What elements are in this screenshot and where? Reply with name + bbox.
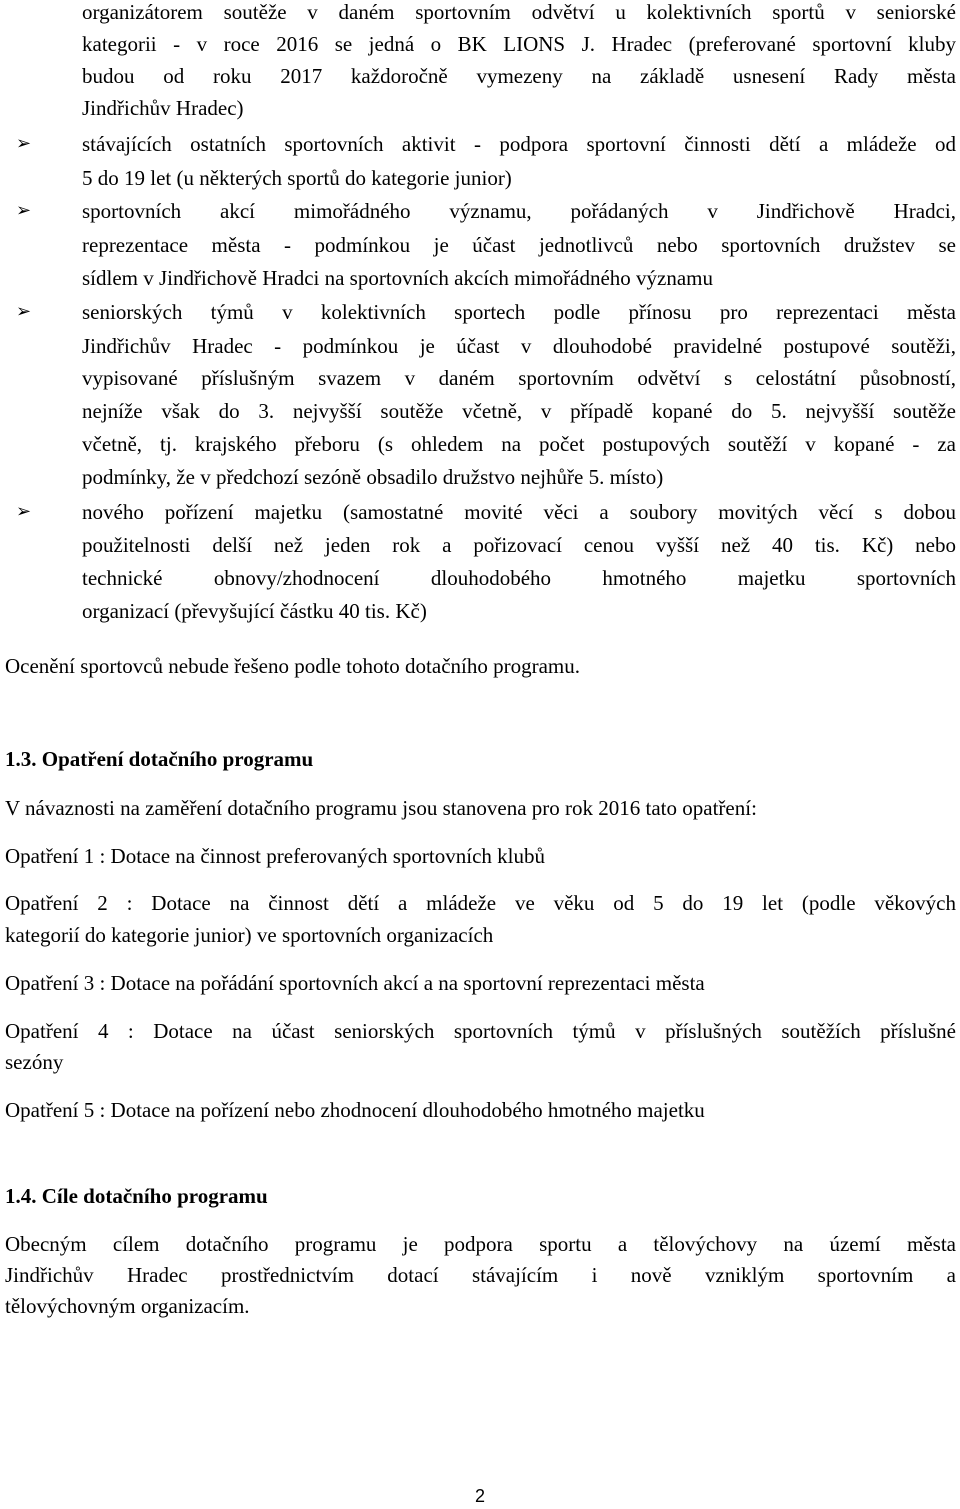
bullet-item-line: technické obnovy/zhodnocení dlouhodobého hmotného majetku sportovních [82,566,956,590]
paragraph-line: kategorii - v roce 2016 se jedná o BK LIONS J. Hradec (preferované sportovní kluby [82,32,956,56]
bullet-item-line: seniorských týmů v kolektivních sportech podle přínosu pro reprezentaci města [82,300,956,324]
measure-item: Opatření 4 : Dotace na účast seniorských sportovních týmů v příslušných soutěžích příslušné [5,1019,956,1043]
section-heading: 1.3. Opatření dotačního programu [5,747,314,771]
bullet-item-line: organizací (převyšující částku 40 tis. Kč) [82,599,427,623]
body-paragraph: V návaznosti na zaměření dotačního programu jsou stanovena pro rok 2016 tato opatření: [5,796,757,820]
bullet-item-line: Jindřichův Hradec - podmínkou je účast v dlouhodobé pravidelné postupové soutěži, [82,334,956,358]
body-paragraph: Jindřichův Hradec prostřednictvím dotací stávajícím i nově vzniklým sportovním a [5,1263,956,1287]
bullet-item-line: vypisované příslušným svazem v daném sportovním odvětví s celostátní působností, [82,366,956,390]
measure-item: kategorií do kategorie junior) ve sportovních organizacích [5,923,494,947]
measure-item: sezóny [5,1050,64,1074]
arrow-bullet-icon: ➢ [16,200,32,221]
measure-item: Opatření 2 : Dotace na činnost dětí a mládeže ve věku od 5 do 19 let (podle věkových [5,891,956,915]
page-number: 2 [474,1486,485,1506]
bullet-item-line: sportovních akcí mimořádného významu, pořádaných v Jindřichově Hradci, [82,199,956,223]
paragraph-line: budou od roku 2017 každoročně vymezeny na základě usnesení Rady města [82,64,956,88]
paragraph-line: organizátorem soutěže v daném sportovním odvětví u kolektivních sportů v seniorské [82,0,956,24]
bullet-item-line: včetně, tj. krajského přeboru (s ohledem na počet postupových soutěží v kopané - za [82,432,956,456]
bullet-item-line: sídlem v Jindřichově Hradci na sportovních akcích mimořádného významu [82,266,713,290]
body-paragraph: Obecným cílem dotačního programu je podpora sportu a tělovýchovy na území města [5,1232,956,1256]
bullet-item-line: reprezentace města - podmínkou je účast jednotlivců nebo sportovních družstev se [82,233,956,257]
bullet-item-line: nového pořízení majetku (samostatné movité věci a soubory movitých věcí s dobou [82,500,956,524]
bullet-item-line: stávajících ostatních sportovních aktivit - podpora sportovní činnosti dětí a mládeže od [82,132,956,156]
measure-item: Opatření 5 : Dotace na pořízení nebo zhodnocení dlouhodobého hmotného majetku [5,1098,705,1122]
arrow-bullet-icon: ➢ [16,501,32,522]
bullet-item-line: podmínky, že v předchozí sezóně obsadilo družstvo nejhůře 5. místo) [82,465,664,489]
section-heading: 1.4. Cíle dotačního programu [5,1184,268,1208]
measure-item: Opatření 1 : Dotace na činnost preferovaných sportovních klubů [5,844,546,868]
bullet-item-line: nejníže však do 3. nejvyšší soutěže včetně, v případě kopané do 5. nejvyšší soutěže [82,399,956,423]
paragraph-line: Jindřichův Hradec) [82,96,244,120]
body-paragraph: tělovýchovným organizacím. [5,1294,250,1318]
arrow-bullet-icon: ➢ [16,301,32,322]
body-paragraph: Ocenění sportovců nebude řešeno podle tohoto dotačního programu. [5,654,581,678]
bullet-item-line: 5 do 19 let (u některých sportů do kategorie junior) [82,166,512,190]
bullet-item-line: použitelnosti delší než jeden rok a pořizovací cenou vyšší než 40 tis. Kč) nebo [82,533,956,557]
measure-item: Opatření 3 : Dotace na pořádání sportovních akcí a na sportovní reprezentaci města [5,971,705,995]
arrow-bullet-icon: ➢ [16,133,32,154]
